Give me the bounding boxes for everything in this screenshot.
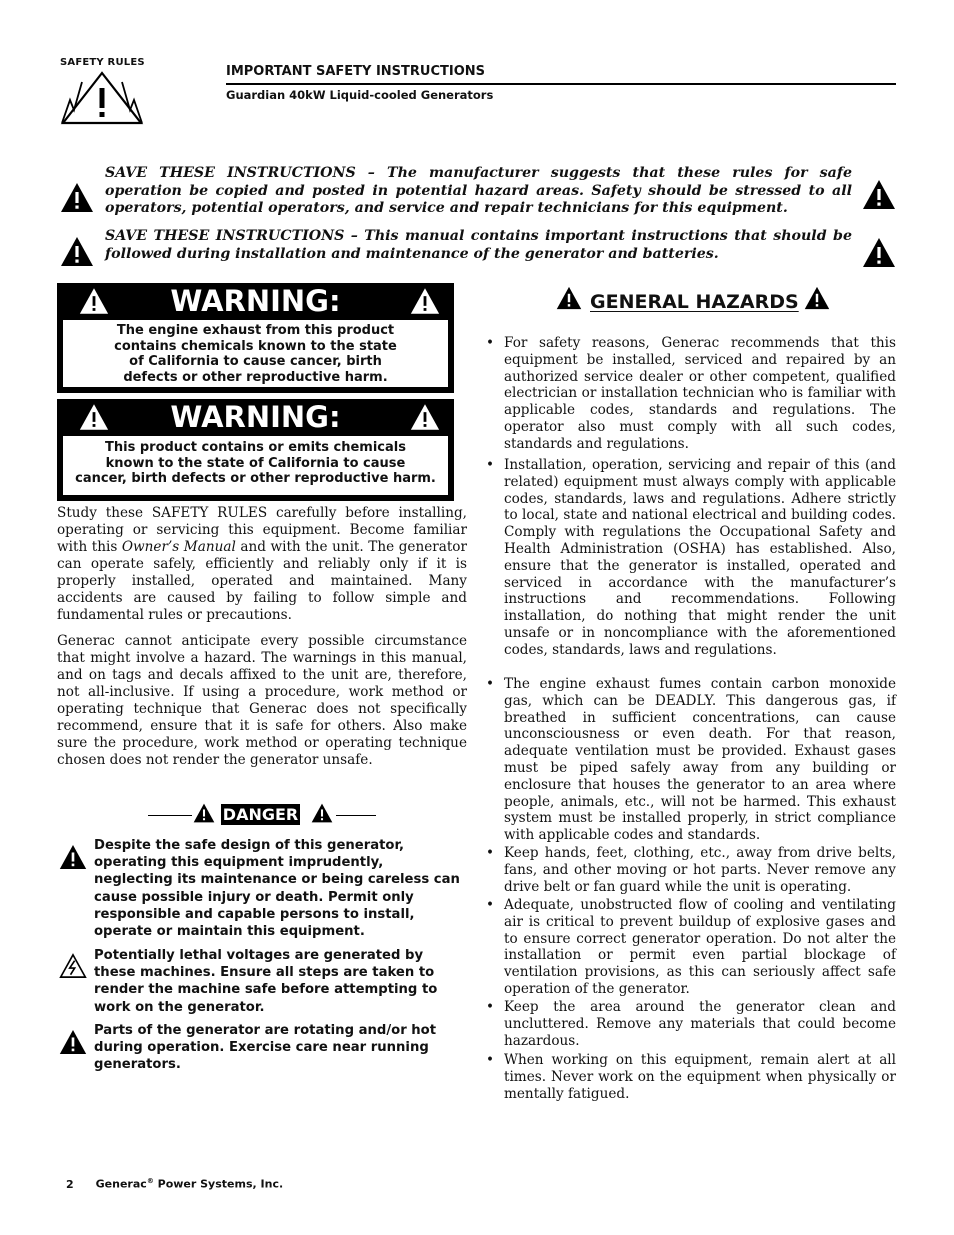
list-item-text: For safety reasons, Generac recommends that this equipment be installed, serviced and repaired by an authorized service dealer or other competent, qualified electrician or installation technician who is familiar with applicable codes, standards and regulations. The operator also must comply with all such codes, standards and regulations. — [504, 335, 896, 452]
company-name: Generac — [95, 1177, 147, 1191]
page-subtitle: Guardian 40kW Liquid-cooled Generators — [226, 88, 494, 102]
warning-triangle-icon — [60, 182, 94, 213]
warning-line: known to the state of California to cause — [105, 455, 406, 471]
danger-rule-right — [336, 815, 376, 816]
warning-line: This product contains or emits chemicals — [105, 440, 406, 455]
warning-line: The engine exhaust from this product — [116, 323, 395, 338]
danger-item-voltage: Potentially lethal voltages are generated by these machines. Ensure all steps are taken to render the machine safe before attempting to work on the generator. — [94, 948, 438, 1015]
warning-text — [63, 320, 448, 387]
page-title: IMPORTANT SAFETY INSTRUCTIONS — [226, 64, 486, 79]
warning-heading: WARNING: — [170, 400, 341, 434]
save-instructions-2: SAVE THESE INSTRUCTIONS – This manual contains important instructions that should be followed during installation and maintenance of the generator and batteries. — [105, 228, 852, 262]
warning-triangle-icon — [59, 844, 87, 870]
warning-line: of California to cause cancer, birth — [129, 354, 382, 370]
registered-mark: ® — [146, 1177, 154, 1185]
electric-shock-icon — [59, 953, 87, 979]
general-hazards-title: GENERAL HAZARDS — [590, 291, 799, 313]
danger-label: DANGER — [222, 805, 299, 824]
list-item-text: Keep hands, feet, clothing, etc., away from drive belts, fans, and other moving or hot parts. Never remove any drive belt or fan guard while the unit is operating. — [504, 845, 896, 895]
warning-line: defects or other reproductive harm. — [123, 369, 388, 385]
section-label: SAFETY RULES — [60, 57, 145, 68]
save-instructions-1: SAVE THESE INSTRUCTIONS – The manufacturer suggests that these rules for safe operation be copied and posted in potential hazard areas. Safety should be stressed to all operators, potential operators, and service and repair technicians for this equipment. — [105, 165, 852, 216]
danger-rule-left — [148, 815, 192, 816]
bullet-icon: • — [486, 457, 495, 473]
warning-box-chemicals — [57, 399, 454, 501]
warning-triangle-icon — [862, 179, 896, 210]
lightning-warning-icon — [60, 70, 144, 126]
warning-triangle-icon — [59, 1029, 87, 1055]
paragraph-text: and with the unit. The generator can operate safely, efficiently and reliably only if it is properly installed, operated and maintained. Many accidents are caused by failing to follow simple and fundamental rules or precautions. — [57, 539, 467, 623]
list-item-text: Installation, operation, servicing and repair of this (and related) equipment must always comply with applicable codes, standards, laws and regulations. Adhere strictly to local, state and national electrical and building codes. Comply with regulations the Occupational Safety and Health Administration (OSHA) has established. Also, ensure that the generator is installed, operated and serviced in accordance with the manufacturer’s instructions and recommendations. Following installation, do nothing that might render the unit unsafe or in noncompliance with the aforementioned codes, standards, laws and regulations. — [504, 457, 896, 658]
danger-item-rotating-parts: Parts of the generator are rotating and/or hot during operation. Exercise care near running generators. — [94, 1023, 437, 1073]
warning-triangle-icon — [556, 286, 582, 310]
warning-triangle-icon — [311, 803, 333, 823]
list-item-text: Keep the area around the generator clean and uncluttered. Remove any materials that could become hazardous. — [504, 999, 896, 1049]
manual-name: Owner’s Manual — [121, 539, 236, 555]
paragraph-text: Generac cannot anticipate every possible circumstance that might involve a hazard. The warnings in this manual, and on tags and decals affixed to the unit are, therefore, not all-inclusive. If using a procedure, work method or operating technique that Generac does not specifically recommend, ensure that it is safe for others. Also make sure the procedure, work method or operating technique chosen does not render the generator unsafe. — [57, 633, 467, 768]
warning-box-exhaust — [57, 283, 454, 393]
page-footer — [66, 1177, 283, 1191]
list-item-text: The engine exhaust fumes contain carbon monoxide gas, which can be DEADLY. This dangerous gas, if breathed in sufficient concentrations, can cause unconsciousness or even death. For that reason, adequate ventilation must be provided. Exhaust gases must be piped safely away from any building or enclosure that houses the generator to an area where people, animals, etc., will not be harmed. This exhaust system must be installed properly, in strict compliance with applicable codes and standards. — [504, 676, 896, 844]
paragraph-text: Study these SAFETY RULES carefully before installing, operating or servicing this equipment. Become familiar with this — [57, 505, 467, 555]
warning-triangle-icon — [804, 286, 830, 310]
list-item-text: When working on this equipment, remain alert at all times. Never work on the equipment when physically or mentally fatigued. — [504, 1052, 896, 1102]
bullet-icon: • — [486, 335, 495, 351]
header-divider — [226, 83, 896, 85]
company-suffix: Power Systems, Inc. — [153, 1177, 284, 1191]
intro-paragraph-1 — [57, 505, 467, 624]
bullet-icon: • — [486, 845, 495, 861]
page-number: 2 — [66, 1177, 74, 1191]
warning-triangle-icon — [410, 403, 440, 431]
bullet-icon: • — [486, 999, 495, 1015]
warning-line: cancer, birth defects or other reproductive harm. — [75, 471, 436, 487]
warning-text — [63, 436, 448, 495]
warning-line: contains chemicals known to the state — [114, 338, 397, 354]
bullet-icon: • — [486, 676, 495, 692]
list-item-text: Adequate, unobstructed flow of cooling and ventilating air is critical to prevent buildup of explosive gases and to ensure correct generator operation. Do not alter the installation or permit even partial blockage of ventilation provisions, as this can seriously affect safe operation of the generator. — [504, 897, 896, 997]
warning-triangle-icon — [193, 803, 215, 823]
bullet-icon: • — [486, 897, 495, 913]
bullet-icon: • — [486, 1052, 495, 1068]
warning-triangle-icon — [60, 236, 94, 267]
intro-paragraph-2 — [57, 633, 467, 769]
warning-triangle-icon — [862, 237, 896, 268]
warning-triangle-icon — [410, 287, 440, 315]
warning-heading: WARNING: — [170, 284, 341, 318]
danger-item-safe-design: Despite the safe design of this generator, operating this equipment imprudently, neglecting its maintenance or being careless can cause possible injury or death. Permit only responsible and capable persons to install, operate or maintain this equipment. — [94, 838, 460, 940]
